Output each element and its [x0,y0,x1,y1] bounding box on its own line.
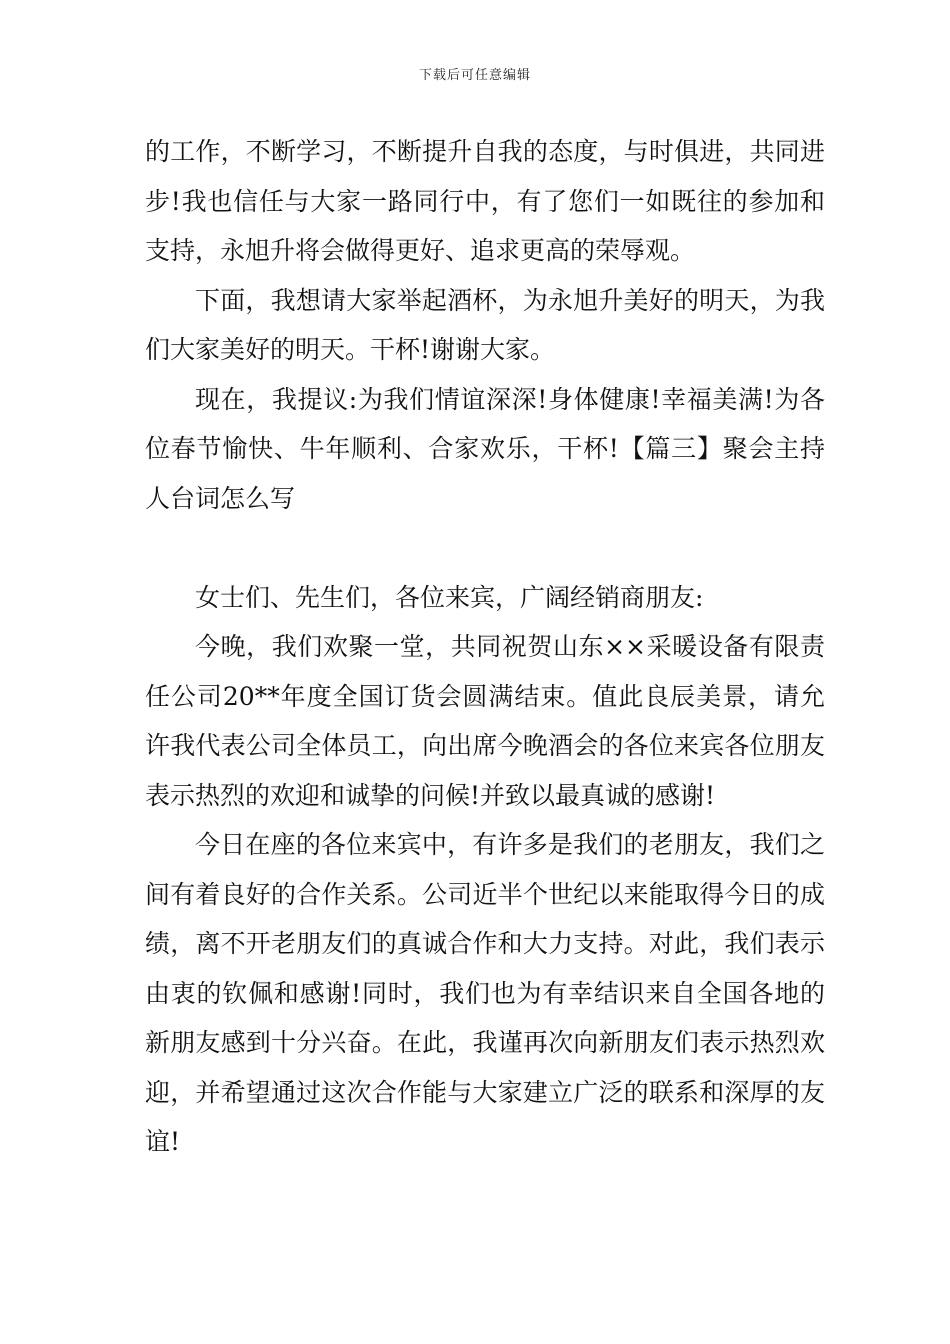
paragraph-proposal: 现在，我提议:为我们情谊深深!身体健康!幸福美满!为各位春节愉快、牛年顺利、合家欢乐，干杯!【篇三】聚会主持人台词怎么写 [145,384,825,513]
paragraph-welcome: 今晚，我们欢聚一堂，共同祝贺山东××采暖设备有限责任公司20**年度全国订货会圆满结束。值此良辰美景，请允许我代表公司全体员工，向出席今晚酒会的各位来宾各位朋友表示热烈的欢迎和诚挚的问候!并致以最真诚的感谢! [145,632,825,810]
paragraph-friends: 今日在座的各位来宾中，有许多是我们的老朋友，我们之间有着良好的合作关系。公司近半个世纪以来能取得今日的成绩，离不开老朋友们的真诚合作和大力支持。对此，我们表示由衷的钦佩和感谢!同时，我们也为有幸结识来自全国各地的新朋友感到十分兴奋。在此，我谨再次向新朋友们表示热烈欢迎，并希望通过这次合作能与大家建立广泛的联系和深厚的友谊! [145,830,825,1156]
paragraph-continuation: 的工作，不断学习，不断提升自我的态度，与时俱进，共同进步!我也信任与大家一路同行中，有了您们一如既往的参加和支持，永旭升将会做得更好、追求更高的荣辱观。 [145,137,825,265]
section-gap [145,523,825,573]
document-body [145,127,825,1167]
paragraph-toast: 下面，我想请大家举起酒杯，为永旭升美好的明天，为我们大家美好的明天。干杯!谢谢大家。 [145,285,825,364]
paragraph-greeting: 女士们、先生们，各位来宾，广阔经销商朋友: [195,582,704,612]
page-header-note: 下载后可任意编辑 [418,68,531,83]
